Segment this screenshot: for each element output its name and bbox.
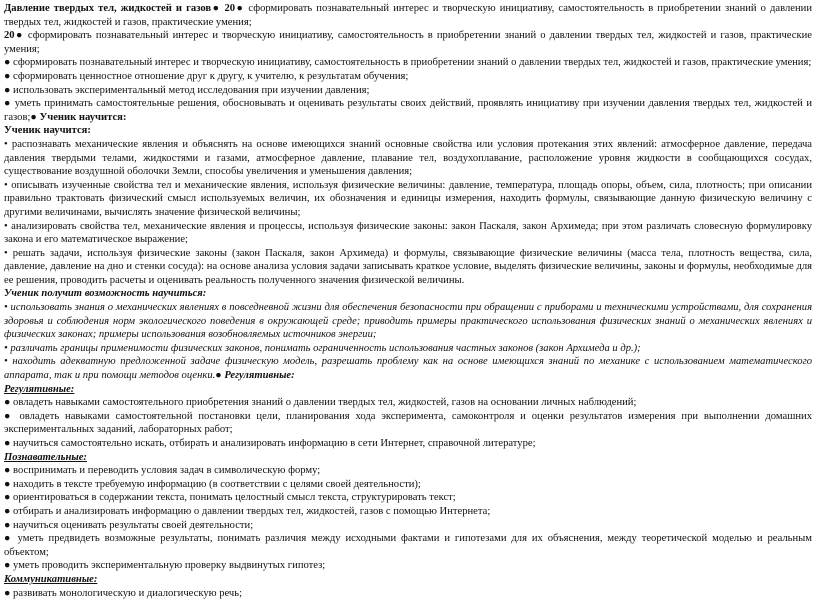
goal-paragraph — [4, 29, 812, 56]
goal-mark: 20● — [4, 30, 24, 42]
opportunity-item: • различать границы применимости физических законов, понимать ограниченность использования частных законов (закон Архимеда и др.); — [4, 342, 641, 354]
intro-mark: ● 20● — [211, 3, 245, 14]
regulative-item: ● овладеть навыками самостоятельного приобретения знаний о давлении твердых тел, жидкостей, газов на основании личных наблюдений; — [4, 397, 637, 409]
cognitive-item: ● ориентироваться в содержании текста, понимать целостный смысл текста, структурировать текст; — [4, 492, 456, 504]
intro-paragraph — [4, 2, 812, 29]
learn-item: • распознавать механические явления и объяснять на основе имеющихся знаний основные свойства или условия протекания этих явлений: атмосферное давление, передача давления твердыми телами, жидкостями и газами, атмосферное давление, плавание тел, воздухоплавание, расположение уровня жидкости в сообщающихся сосудах, существование воздушной оболочки Земли, способы увеличения и уменьшения давления; — [4, 138, 812, 178]
goal-text: сформировать познавательный интерес и творческую инициативу, самостоятельность в приобретении знаний о давлении твердых тел, жидкостей и газов, практические умения; — [4, 30, 812, 55]
regulative-item: ● овладеть навыками самостоятельной постановки цели, планирования хода эксперимента, самоконтроля и оценки результатов измерения при выполнении домашних экспериментальных заданий, лабораторных работ; — [4, 410, 812, 436]
regulative-item: ● научиться самостоятельно искать, отбирать и анализировать информацию в сети Интернет, справочной литературе; — [4, 438, 536, 449]
cognitive-item: ● находить в тексте требуемую информацию (в соответствии с целями своей деятельности); — [4, 478, 421, 490]
section-heading-regulative: Регулятивные: — [4, 383, 75, 395]
learn-item: • описывать изученные свойства тел и механические явления, используя физические величины: давление, температура, площадь опоры, объем, сила, плотность; при описании правильно трактовать физический смысл используемых величин, их обозначения и единицы измерения, находить формулы, связывающие данную физическую величину с другими величинами, вычислять значение физической величины; — [4, 179, 812, 218]
learn-item: • решать задачи, используя физические законы (закон Паскаля, закон Архимеда) и формулы, связывающие физические величины (масса тела, плотность вещества, сила, давление, давление на дно и стенки сосуда): на основе анализа условия задачи записывать краткое условие, выделять физические величины, законы и формулы, необходимые для ее решения, проводить расчеты и оценивать реальность полученного значения физической величины. — [4, 247, 812, 286]
inline-heading: ● Ученик научится: — [30, 111, 127, 123]
topic-title: Давление твердых тел, жидкостей и газов — [4, 3, 212, 14]
learn-item: • анализировать свойства тел, механические явления и процессы, используя физические законы: закон Паскаля, закон Архимеда; при этом различать словесную формулировку закона и его математическое выражение; — [4, 220, 812, 246]
goal-item: ● использовать экспериментальный метод исследования при изучении давления; — [4, 84, 370, 96]
section-heading-communicative: Коммуникативные: — [4, 573, 98, 585]
cognitive-item: ● уметь проводить экспериментальную проверку выдвинутых гипотез; — [4, 560, 326, 572]
cognitive-item: ● отбирать и анализировать информацию о давлении твердых тел, жидкостей, газов с помощью Интернета; — [4, 505, 491, 517]
cognitive-item: ● уметь предвидеть возможные результаты, понимать различия между исходными фактами и гипотезами для их объяснения, между теоретической моделью и реальным объектом; — [4, 533, 812, 558]
cognitive-item: ● научиться оценивать результаты своей деятельности; — [4, 519, 254, 531]
section-heading-cognitive: Познавательные: — [4, 451, 87, 463]
inline-heading: ● Регулятивные: — [215, 370, 295, 382]
communicative-item: ● развивать монологическую и диалогическую речь; — [4, 587, 243, 599]
goal-item: ● сформировать ценностное отношение друг к другу, к учителю, к результатам обучения; — [4, 70, 409, 82]
opportunity-item: • использовать знания о механических явлениях в повседневной жизни для обеспечения безопасности при обращении с приборами и техническими устройствами, для сохранения здоровья и соблюдения норм экологического поведения в окружающей среде; приводить примеры практического использования физических знаний о механических явлениях и физических законах; примеры использования возобновляемых источников энергии; — [4, 302, 812, 341]
section-heading-learn: Ученик научится: — [4, 125, 91, 137]
section-heading-opportunity: Ученик получит возможность научиться: — [4, 288, 207, 300]
intro-text: сформировать познавательный интерес и творческую инициативу, самостоятельность в приобретении знаний о давлении твердых тел, жидкостей и газов, практические умения; — [4, 3, 812, 28]
goal-item: ● уметь принимать самостоятельные решения, обосновывать и оценивать результаты своих действий, проявлять инициативу при изучении давления твердых тел, жидкостей и газов;● Ученик научится: — [4, 98, 812, 123]
opportunity-item: • находить адекватную предложенной задаче физическую модель, разрешать проблему как на основе имеющихся знаний по механике с использованием математического аппарата, так и при помощи методов оценки.● Регулятивные: — [4, 356, 812, 382]
cognitive-item: ● воспринимать и переводить условия задач в символическую форму; — [4, 465, 321, 477]
goal-item: ● сформировать познавательный интерес и творческую инициативу, самостоятельность в приобретении знаний о давлении твердых тел, жидкостей и газов, практические умения; — [4, 57, 812, 69]
